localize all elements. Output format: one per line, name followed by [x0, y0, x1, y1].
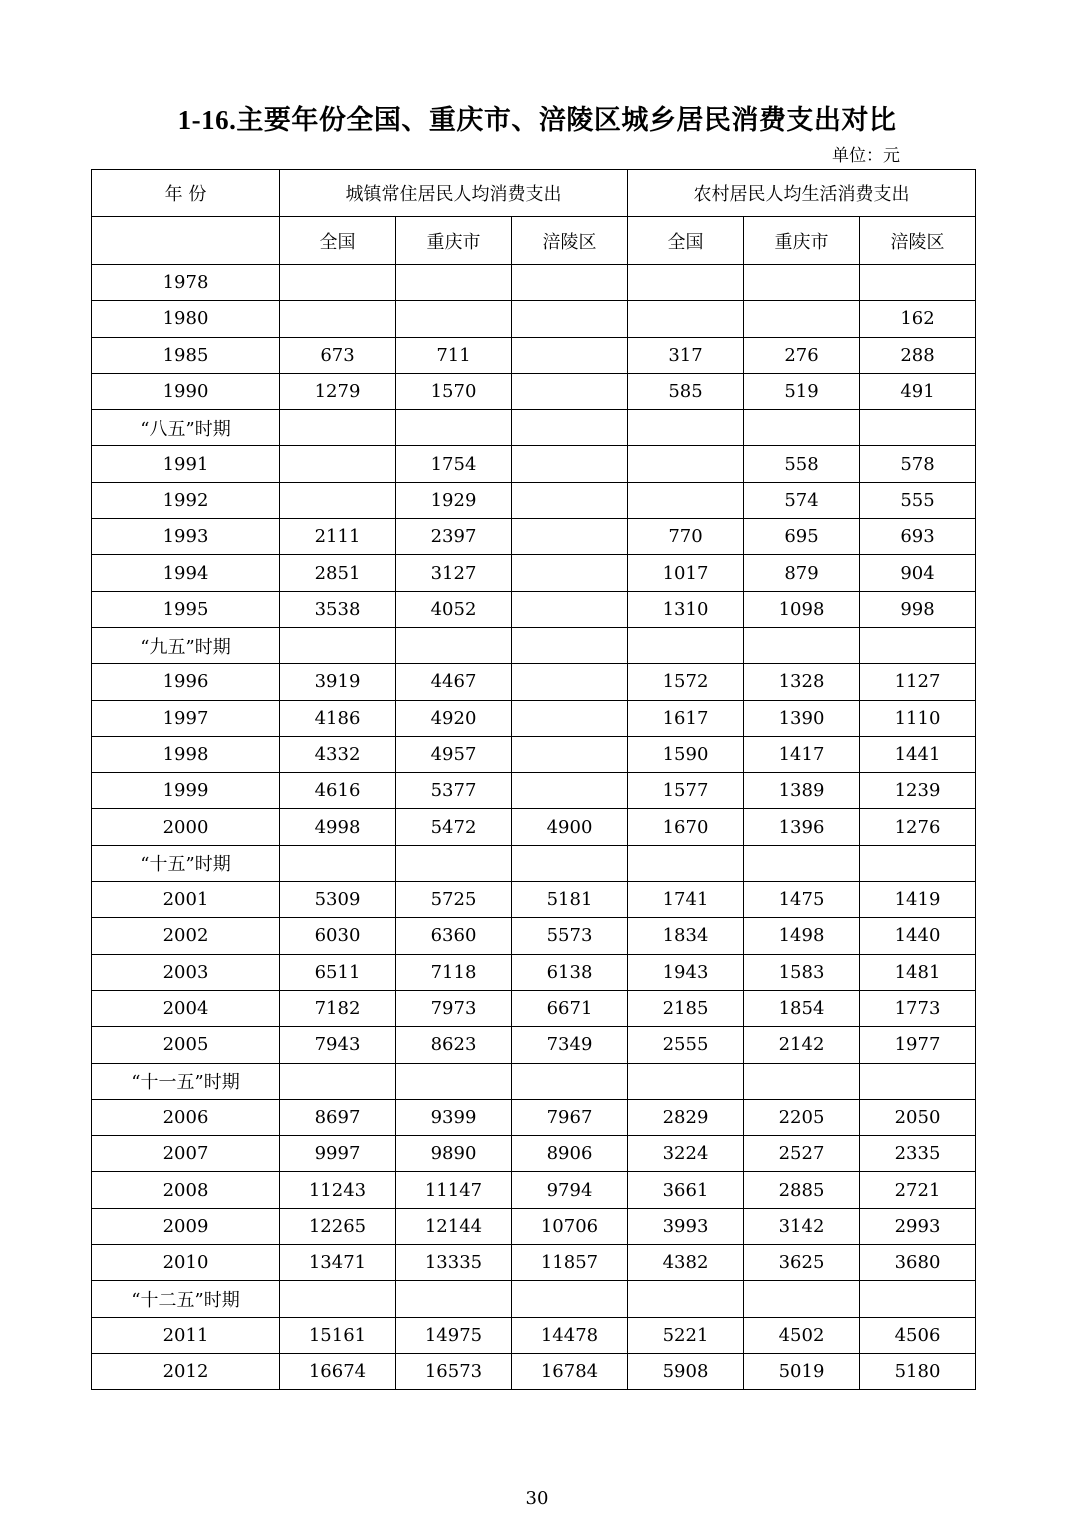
table-cell: 1098	[744, 591, 860, 627]
table-cell: 1583	[744, 954, 860, 990]
table-cell: 4998	[280, 809, 396, 845]
row-label: 2004	[92, 990, 280, 1026]
table-cell	[512, 1063, 628, 1099]
table-cell: 11857	[512, 1245, 628, 1281]
table-cell	[280, 1281, 396, 1317]
table-cell: 9399	[396, 1099, 512, 1135]
table-cell: 2851	[280, 555, 396, 591]
subheader-row	[92, 217, 976, 265]
table-cell: 5573	[512, 918, 628, 954]
table-cell: 2829	[628, 1099, 744, 1135]
table-cell: 555	[860, 482, 976, 518]
table-cell: 2721	[860, 1172, 976, 1208]
table-cell	[744, 301, 860, 337]
table-cell: 288	[860, 337, 976, 373]
table-cell: 3993	[628, 1208, 744, 1244]
table-cell	[512, 337, 628, 373]
table-row	[92, 809, 976, 845]
table-cell	[512, 519, 628, 555]
table-cell	[628, 265, 744, 301]
table-cell: 673	[280, 337, 396, 373]
table-cell: 5472	[396, 809, 512, 845]
table-cell	[512, 301, 628, 337]
table-cell	[512, 482, 628, 518]
table-cell: 16674	[280, 1353, 396, 1389]
table-cell	[512, 1281, 628, 1317]
table-cell	[512, 845, 628, 881]
sub-header: 全国	[280, 217, 396, 265]
table-cell: 4920	[396, 700, 512, 736]
table-cell: 4957	[396, 736, 512, 772]
table-cell: 574	[744, 482, 860, 518]
table-cell: 13471	[280, 1245, 396, 1281]
table-cell	[512, 373, 628, 409]
row-label: 2003	[92, 954, 280, 990]
table-cell	[860, 1281, 976, 1317]
row-label: 1996	[92, 664, 280, 700]
table-cell	[512, 591, 628, 627]
table-cell: 1572	[628, 664, 744, 700]
table-cell: 1834	[628, 918, 744, 954]
table-cell: 1389	[744, 773, 860, 809]
table-cell: 1417	[744, 736, 860, 772]
table-cell: 693	[860, 519, 976, 555]
table-cell	[396, 410, 512, 446]
table-cell: 5309	[280, 882, 396, 918]
table-cell: 1590	[628, 736, 744, 772]
row-label: “十一五”时期	[92, 1063, 280, 1099]
table-cell: 1276	[860, 809, 976, 845]
table-row	[92, 882, 976, 918]
table-row	[92, 1353, 976, 1389]
table-row	[92, 700, 976, 736]
table-cell: 7943	[280, 1027, 396, 1063]
table-cell: 5908	[628, 1353, 744, 1389]
table-cell: 2335	[860, 1136, 976, 1172]
table-row	[92, 1245, 976, 1281]
table-row	[92, 954, 976, 990]
table-cell: 9997	[280, 1136, 396, 1172]
table-row	[92, 301, 976, 337]
table-cell	[628, 1063, 744, 1099]
row-label: 2012	[92, 1353, 280, 1389]
table-cell: 6030	[280, 918, 396, 954]
table-cell: 7118	[396, 954, 512, 990]
table-row	[92, 1099, 976, 1135]
table-cell: 5725	[396, 882, 512, 918]
table-cell	[280, 627, 396, 663]
table-cell: 16784	[512, 1353, 628, 1389]
table-cell: 162	[860, 301, 976, 337]
header-row	[92, 170, 976, 217]
table-cell: 1441	[860, 736, 976, 772]
table-cell: 3680	[860, 1245, 976, 1281]
table-cell: 1481	[860, 954, 976, 990]
table-cell	[512, 410, 628, 446]
table-cell	[280, 446, 396, 482]
table-row	[92, 1281, 976, 1317]
table-cell: 6511	[280, 954, 396, 990]
table-cell: 1977	[860, 1027, 976, 1063]
table-row	[92, 337, 976, 373]
row-label: 1978	[92, 265, 280, 301]
page-title: 1-16.主要年份全国、重庆市、涪陵区城乡居民消费支出对比	[177, 105, 897, 135]
table-cell: 998	[860, 591, 976, 627]
table-cell	[512, 555, 628, 591]
table-cell: 1498	[744, 918, 860, 954]
table-cell: 2111	[280, 519, 396, 555]
table-cell: 10706	[512, 1208, 628, 1244]
table-cell: 4052	[396, 591, 512, 627]
table-cell: 15161	[280, 1317, 396, 1353]
table-cell: 519	[744, 373, 860, 409]
table-cell	[628, 845, 744, 881]
table-cell: 1741	[628, 882, 744, 918]
table-cell: 1440	[860, 918, 976, 954]
table-cell: 4332	[280, 736, 396, 772]
table-cell	[744, 410, 860, 446]
table-cell: 2142	[744, 1027, 860, 1063]
table-row	[92, 1063, 976, 1099]
table-row	[92, 519, 976, 555]
table-row	[92, 773, 976, 809]
table-cell: 1419	[860, 882, 976, 918]
row-label: 2007	[92, 1136, 280, 1172]
table-cell: 1577	[628, 773, 744, 809]
row-label: 2011	[92, 1317, 280, 1353]
table-cell: 7349	[512, 1027, 628, 1063]
table-cell	[628, 446, 744, 482]
table-row	[92, 664, 976, 700]
table-cell	[512, 700, 628, 736]
table-cell: 8697	[280, 1099, 396, 1135]
row-label: “八五”时期	[92, 410, 280, 446]
table-cell: 14478	[512, 1317, 628, 1353]
table-cell	[512, 446, 628, 482]
empty-header-cell	[92, 217, 280, 265]
table-cell: 1670	[628, 809, 744, 845]
row-label: 2008	[92, 1172, 280, 1208]
table-cell: 14975	[396, 1317, 512, 1353]
table-cell: 2185	[628, 990, 744, 1026]
table-row	[92, 591, 976, 627]
table-row	[92, 410, 976, 446]
table-cell	[860, 627, 976, 663]
table-cell: 3661	[628, 1172, 744, 1208]
unit-label: 单位：元	[832, 146, 900, 166]
table-cell: 8623	[396, 1027, 512, 1063]
table-cell: 2397	[396, 519, 512, 555]
table-cell	[860, 1063, 976, 1099]
table-row	[92, 265, 976, 301]
table-cell: 1854	[744, 990, 860, 1026]
table-cell	[860, 265, 976, 301]
table-cell	[280, 301, 396, 337]
table-cell: 4467	[396, 664, 512, 700]
table-cell: 7967	[512, 1099, 628, 1135]
table-cell	[512, 664, 628, 700]
table-cell	[396, 627, 512, 663]
year-header: 年 份	[92, 170, 280, 217]
table-row	[92, 736, 976, 772]
table-cell: 1127	[860, 664, 976, 700]
table-cell: 5377	[396, 773, 512, 809]
sub-header: 涪陵区	[860, 217, 976, 265]
table-cell	[280, 845, 396, 881]
table-cell	[860, 845, 976, 881]
sub-header: 全国	[628, 217, 744, 265]
table-row	[92, 555, 976, 591]
table-cell: 8906	[512, 1136, 628, 1172]
table-cell: 2050	[860, 1099, 976, 1135]
table-cell: 7973	[396, 990, 512, 1026]
row-label: 2010	[92, 1245, 280, 1281]
row-label: 2005	[92, 1027, 280, 1063]
row-label: 1999	[92, 773, 280, 809]
table-cell: 3919	[280, 664, 396, 700]
sub-header: 重庆市	[744, 217, 860, 265]
table-cell: 2885	[744, 1172, 860, 1208]
table-cell: 695	[744, 519, 860, 555]
table-cell: 2527	[744, 1136, 860, 1172]
table-cell: 1396	[744, 809, 860, 845]
row-label: 2001	[92, 882, 280, 918]
table-cell: 1017	[628, 555, 744, 591]
table-cell: 1279	[280, 373, 396, 409]
urban-group-header: 城镇常住居民人均消费支出	[280, 170, 628, 217]
table-cell: 4900	[512, 809, 628, 845]
table-cell	[396, 1281, 512, 1317]
table-cell: 1773	[860, 990, 976, 1026]
table-cell: 879	[744, 555, 860, 591]
table-cell: 1570	[396, 373, 512, 409]
table-cell: 4382	[628, 1245, 744, 1281]
row-label: 1994	[92, 555, 280, 591]
row-label: 1980	[92, 301, 280, 337]
table-cell: 16573	[396, 1353, 512, 1389]
table-cell	[628, 627, 744, 663]
table-cell	[280, 1063, 396, 1099]
row-label: 2006	[92, 1099, 280, 1135]
table-cell: 4186	[280, 700, 396, 736]
table-cell	[280, 482, 396, 518]
consumption-table	[91, 169, 976, 1390]
table-cell	[860, 410, 976, 446]
table-cell: 1929	[396, 482, 512, 518]
table-cell: 1239	[860, 773, 976, 809]
table-row	[92, 627, 976, 663]
table-row	[92, 845, 976, 881]
table-cell: 11243	[280, 1172, 396, 1208]
row-label: “十五”时期	[92, 845, 280, 881]
table-cell: 11147	[396, 1172, 512, 1208]
table-cell: 12144	[396, 1208, 512, 1244]
row-label: 2000	[92, 809, 280, 845]
table-cell	[628, 301, 744, 337]
table-cell: 711	[396, 337, 512, 373]
row-label: 1998	[92, 736, 280, 772]
table-cell	[744, 1063, 860, 1099]
table-cell: 9890	[396, 1136, 512, 1172]
table-cell	[396, 845, 512, 881]
row-label: 1985	[92, 337, 280, 373]
table-cell: 1110	[860, 700, 976, 736]
table-cell: 7182	[280, 990, 396, 1026]
table-cell: 4616	[280, 773, 396, 809]
table-cell: 491	[860, 373, 976, 409]
table-row	[92, 1027, 976, 1063]
table-cell: 317	[628, 337, 744, 373]
table-cell	[744, 845, 860, 881]
table-cell: 1475	[744, 882, 860, 918]
table-cell: 770	[628, 519, 744, 555]
table-cell: 558	[744, 446, 860, 482]
table-row	[92, 1136, 976, 1172]
table-cell: 3224	[628, 1136, 744, 1172]
table-cell	[396, 265, 512, 301]
table-cell	[512, 773, 628, 809]
table-cell: 1390	[744, 700, 860, 736]
table-cell: 3142	[744, 1208, 860, 1244]
sub-header: 重庆市	[396, 217, 512, 265]
row-label: 1992	[92, 482, 280, 518]
table-cell: 5221	[628, 1317, 744, 1353]
table-cell: 1617	[628, 700, 744, 736]
table-cell	[512, 736, 628, 772]
table-cell	[628, 482, 744, 518]
table-cell: 6360	[396, 918, 512, 954]
table-row	[92, 446, 976, 482]
table-cell	[280, 410, 396, 446]
table-cell: 12265	[280, 1208, 396, 1244]
table-cell: 5181	[512, 882, 628, 918]
table-cell: 1943	[628, 954, 744, 990]
sub-header: 涪陵区	[512, 217, 628, 265]
table-cell: 276	[744, 337, 860, 373]
table-cell: 6671	[512, 990, 628, 1026]
row-label: 1993	[92, 519, 280, 555]
table-cell	[744, 265, 860, 301]
table-cell: 2993	[860, 1208, 976, 1244]
table-row	[92, 1208, 976, 1244]
table-cell: 3127	[396, 555, 512, 591]
table-cell	[512, 265, 628, 301]
page-number: 30	[525, 1488, 549, 1509]
table-cell: 13335	[396, 1245, 512, 1281]
row-label: 1997	[92, 700, 280, 736]
row-label: 1995	[92, 591, 280, 627]
table-row	[92, 1317, 976, 1353]
table-cell	[512, 627, 628, 663]
table-cell: 1328	[744, 664, 860, 700]
table-cell: 3625	[744, 1245, 860, 1281]
row-label: 2002	[92, 918, 280, 954]
table-cell	[280, 265, 396, 301]
row-label: 1990	[92, 373, 280, 409]
table-cell: 3538	[280, 591, 396, 627]
table-cell: 578	[860, 446, 976, 482]
table-cell: 1310	[628, 591, 744, 627]
table-cell: 585	[628, 373, 744, 409]
table-cell: 4506	[860, 1317, 976, 1353]
table-cell: 9794	[512, 1172, 628, 1208]
table-cell	[628, 410, 744, 446]
table-cell: 1754	[396, 446, 512, 482]
table-cell	[744, 1281, 860, 1317]
row-label: 1991	[92, 446, 280, 482]
table-cell	[744, 627, 860, 663]
table-cell	[396, 1063, 512, 1099]
table-row	[92, 1172, 976, 1208]
row-label: “九五”时期	[92, 627, 280, 663]
table-row	[92, 918, 976, 954]
table-cell: 4502	[744, 1317, 860, 1353]
table-cell: 2205	[744, 1099, 860, 1135]
row-label: 2009	[92, 1208, 280, 1244]
rural-group-header: 农村居民人均生活消费支出	[628, 170, 976, 217]
table-cell	[396, 301, 512, 337]
table-row	[92, 482, 976, 518]
row-label: “十二五”时期	[92, 1281, 280, 1317]
table-row	[92, 990, 976, 1026]
table-cell: 2555	[628, 1027, 744, 1063]
table-cell: 6138	[512, 954, 628, 990]
table-row	[92, 373, 976, 409]
table-cell: 904	[860, 555, 976, 591]
table-cell: 5019	[744, 1353, 860, 1389]
table-cell	[628, 1281, 744, 1317]
table-cell: 5180	[860, 1353, 976, 1389]
